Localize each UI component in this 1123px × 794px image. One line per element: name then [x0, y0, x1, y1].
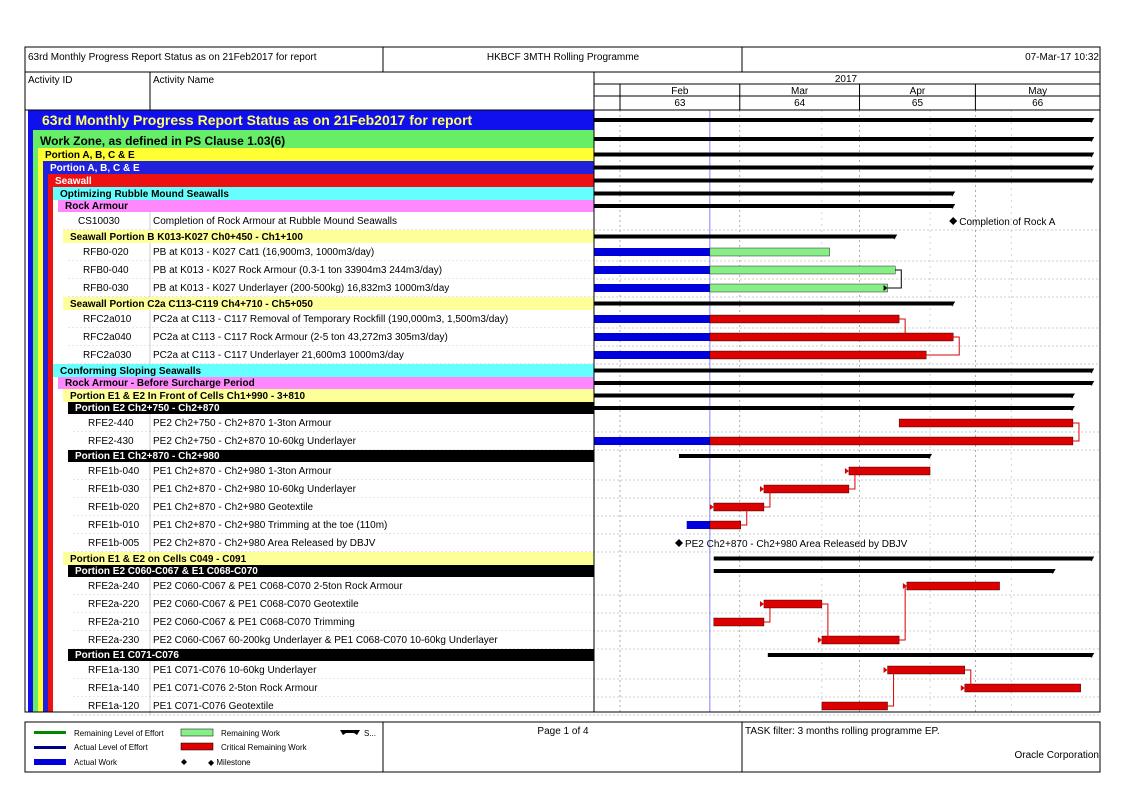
hierarchy-rail	[43, 174, 48, 712]
activity-name: PE2 Ch2+870 - Ch2+980 Area Released by DBJV	[153, 538, 376, 549]
legend-actual-work: Actual Work	[74, 758, 117, 767]
activity-name: PE1 C071-C076 2-5ton Rock Armour	[153, 683, 318, 694]
summary-bar	[594, 302, 953, 306]
band-row-label: 63rd Monthly Progress Report Status as on 21Feb2017 for report	[42, 112, 473, 128]
activity-id: RFE2a-240	[88, 581, 140, 592]
activity-name: PE1 Ch2+870 - Ch2+980 Trimming at the toe (110m)	[153, 520, 388, 531]
activity-name: PC2a at C113 - C117 Underlayer 21,600m3 1000m3/day	[153, 350, 404, 361]
activity-id: CS10030	[78, 216, 120, 227]
gantt-bars	[594, 118, 1094, 710]
dependency-arrow	[760, 601, 764, 607]
dependency-arrow	[961, 685, 965, 691]
activity-name: PE1 C071-C076 10-60kg Underlayer	[153, 665, 317, 676]
actual-bar	[594, 437, 710, 445]
activity-name: PE2 C060-C067 & PE1 C068-C070 Geotextile	[153, 599, 359, 610]
summary-bar	[594, 137, 1092, 141]
activity-id: RFE1b-040	[88, 466, 140, 477]
activity-name: PE1 Ch2+870 - Ch2+980 10-60kg Underlayer	[153, 484, 356, 495]
critical-bar	[822, 702, 888, 710]
legend-actual-loe-swatch	[34, 746, 66, 749]
critical-bar	[710, 315, 899, 323]
band-row-label: Optimizing Rubble Mound Seawalls	[60, 189, 229, 200]
activity-name: PC2a at C113 - C117 Removal of Temporary Rockfill (190,000m3, 1,500m3/day)	[153, 314, 509, 325]
company-name: Oracle Corporation	[1014, 750, 1099, 761]
actual-bar	[594, 315, 710, 323]
activity-name: PB at K013 - K027 Underlayer (200-500kg) 16,832m3 1000m3/day	[153, 283, 450, 294]
legend-remaining-work-swatch	[181, 729, 213, 736]
activity-name: PB at K013 - K027 Rock Armour (0.3-1 ton 33904m3 244m3/day)	[153, 265, 443, 276]
dependency-link	[888, 670, 894, 706]
activity-id: RFB0-020	[83, 247, 129, 258]
milestone-marker	[675, 539, 683, 547]
critical-bar	[710, 521, 741, 529]
band-row-label: Portion E1 & E2 on Cells C049 - C091	[70, 554, 247, 565]
band-row-label: Portion E2 Ch2+750 - Ch2+870	[75, 403, 220, 414]
activity-name: PE1 Ch2+870 - Ch2+980 Geotextile	[153, 502, 314, 513]
critical-bar	[710, 437, 1073, 445]
milestone-marker	[949, 217, 957, 225]
critical-bar	[965, 684, 1081, 692]
programme-title: HKBCF 3MTH Rolling Programme	[486, 52, 640, 63]
actual-bar	[594, 333, 710, 341]
legend-milestone: ◆ Milestone	[208, 758, 251, 767]
col-activity-id: Activity ID	[28, 75, 73, 86]
critical-bar	[907, 582, 1000, 590]
summary-bar	[768, 653, 1092, 657]
band-row-label: Work Zone, as defined in PS Clause 1.03(6)	[40, 134, 286, 148]
report-date: 07-Mar-17 10:32	[1025, 52, 1099, 63]
critical-bar	[822, 636, 899, 644]
summary-bar	[594, 406, 1073, 410]
activity-id: RFE1a-120	[88, 701, 140, 712]
dependency-arrow	[884, 667, 888, 673]
legend-critical: Critical Remaining Work	[221, 743, 307, 752]
activity-name: PE2 C060-C067 & PE1 C068-C070 Trimming	[153, 617, 355, 628]
activity-id: RFE2a-220	[88, 599, 140, 610]
summary-bar	[594, 369, 1092, 373]
band-row-label: Portion E2 C060-C067 & E1 C068-C070	[75, 566, 258, 577]
page-number: Page 1 of 4	[537, 726, 589, 737]
hierarchy-rail	[33, 148, 38, 712]
actual-bar	[594, 266, 710, 274]
critical-bar	[764, 600, 822, 608]
critical-bar	[710, 351, 926, 359]
band-row-label: Conforming Sloping Seawalls	[60, 366, 202, 377]
legend-actual-work-swatch	[34, 759, 66, 765]
critical-bar	[764, 485, 849, 493]
week-label: 63	[674, 98, 686, 109]
activity-id: RFE1b-005	[88, 538, 140, 549]
milestone-label: PE2 Ch2+870 - Ch2+980 Area Released by DBJV	[684, 539, 908, 550]
band-row-label: Portion A, B, C & E	[45, 150, 135, 161]
activity-name: PE1 C071-C076 Geotextile	[153, 701, 274, 712]
band-row-label: Seawall	[55, 176, 92, 187]
activity-name: PE2 Ch2+750 - Ch2+870 1-3ton Armour	[153, 418, 332, 429]
critical-bar	[888, 666, 965, 674]
band-row-bg	[48, 174, 594, 187]
activity-id: RFC2a040	[83, 332, 132, 343]
legend-footer	[25, 722, 1100, 772]
week-label: 66	[1032, 98, 1044, 109]
activity-name: PE2 Ch2+750 - Ch2+870 10-60kg Underlayer	[153, 436, 356, 447]
band-row-label: Rock Armour	[65, 201, 128, 212]
dependency-arrow	[818, 637, 822, 643]
dependency-link	[822, 604, 828, 640]
summary-bar	[679, 454, 930, 458]
activity-id: RFE1b-010	[88, 520, 140, 531]
legend-summary: S...	[364, 729, 377, 738]
milestone-label: Completion of Rock A	[959, 217, 1056, 228]
activity-name: PE2 C060-C067 & PE1 C068-C070 2-5ton Rock Armour	[153, 581, 403, 592]
summary-bar	[594, 192, 953, 196]
hierarchy-rail	[48, 187, 53, 712]
summary-bar	[594, 381, 1092, 385]
activity-name: PC2a at C113 - C117 Rock Armour (2-5 ton 43,272m3 305m3/day)	[153, 332, 448, 343]
actual-bar	[594, 351, 710, 359]
critical-bar	[849, 467, 930, 475]
activity-row-bg	[73, 414, 594, 432]
summary-bar	[594, 204, 953, 208]
summary-bar	[714, 557, 1093, 561]
band-row-label: Seawall Portion C2a C113-C119 Ch4+710 - Ch5+050	[70, 299, 313, 310]
activity-name: Completion of Rock Armour at Rubble Mound Seawalls	[153, 216, 398, 227]
report-header	[25, 47, 1100, 72]
remaining-bar	[710, 248, 830, 256]
activity-id: RFE2a-230	[88, 635, 140, 646]
col-activity-name: Activity Name	[153, 75, 215, 86]
month-label: Feb	[671, 86, 689, 97]
month-label: Mar	[791, 86, 809, 97]
activity-id: RFC2a010	[83, 314, 132, 325]
activity-id: RFE2a-210	[88, 617, 140, 628]
dependency-arrow	[760, 486, 764, 492]
critical-bar	[714, 618, 764, 626]
timescale-year: 2017	[834, 74, 858, 85]
activity-id: RFE1b-030	[88, 484, 140, 495]
activity-id: RFE1b-020	[88, 502, 140, 513]
actual-bar	[594, 284, 710, 292]
activity-id: RFB0-030	[83, 283, 129, 294]
dependency-arrow	[845, 468, 849, 474]
legend-remaining-loe: Remaining Level of Effort	[74, 729, 164, 738]
dependency-arrow	[710, 504, 714, 510]
week-label: 64	[794, 98, 806, 109]
summary-bar	[594, 118, 1092, 122]
activity-row-bg	[73, 498, 594, 516]
remaining-bar	[710, 266, 895, 274]
activity-row-bg	[73, 661, 594, 679]
summary-bar	[594, 235, 895, 239]
activity-name: PB at K013 - K027 Cat1 (16,900m3, 1000m3/day)	[153, 247, 375, 258]
month-label: Apr	[909, 86, 926, 97]
actual-bar	[687, 521, 710, 529]
report-title: 63rd Monthly Progress Report Status as on 21Feb2017 for report	[28, 52, 317, 63]
band-row-label: Portion A, B, C & E	[50, 163, 140, 174]
legend-remaining-work: Remaining Work	[221, 729, 280, 738]
activity-row-bg	[73, 462, 594, 480]
activity-id: RFE2-430	[88, 436, 134, 447]
hierarchy-rail	[28, 130, 33, 712]
column-header	[25, 72, 1100, 110]
task-filter: TASK filter: 3 months rolling programme EP.	[745, 726, 940, 737]
legend-actual-loe: Actual Level of Effort	[74, 743, 148, 752]
activity-id: RFE2-440	[88, 418, 134, 429]
activity-row-bg	[73, 679, 594, 697]
activity-id: RFE1a-130	[88, 665, 140, 676]
activity-id: RFC2a030	[83, 350, 132, 361]
critical-bar	[710, 333, 953, 341]
activity-name: PE2 C060-C067 60-200kg Underlayer & PE1 C068-C070 10-60kg Underlayer	[153, 635, 498, 646]
summary-bar	[594, 179, 1092, 183]
critical-bar	[899, 419, 1073, 427]
summary-bar	[714, 569, 1054, 573]
summary-bar	[594, 394, 1073, 398]
actual-bar	[594, 248, 710, 256]
activity-rows	[28, 110, 1100, 715]
band-row-label: Seawall Portion B K013-K027 Ch0+450 - Ch1+100	[70, 232, 303, 243]
activity-id: RFB0-040	[83, 265, 129, 276]
band-row-label: Portion E1 C071-C076	[75, 650, 179, 661]
activity-id: RFE1a-140	[88, 683, 140, 694]
band-row-label: Rock Armour - Before Surcharge Period	[65, 378, 255, 389]
hierarchy-rail	[38, 161, 43, 712]
legend-remaining-loe-swatch	[34, 731, 66, 734]
activity-name: PE1 Ch2+870 - Ch2+980 1-3ton Armour	[153, 466, 332, 477]
band-row-label: Portion E1 Ch2+870 - Ch2+980	[75, 451, 220, 462]
band-row-bg	[58, 200, 594, 212]
summary-bar	[594, 166, 1092, 170]
timescale-grid	[620, 110, 1011, 712]
legend-critical-swatch	[181, 743, 213, 750]
summary-bar	[594, 153, 1092, 157]
month-label: May	[1028, 86, 1048, 97]
week-label: 65	[911, 98, 924, 109]
remaining-bar	[710, 284, 888, 292]
band-row-label: Portion E1 & E2 In Front of Cells Ch1+990 - 3+810	[70, 391, 306, 402]
